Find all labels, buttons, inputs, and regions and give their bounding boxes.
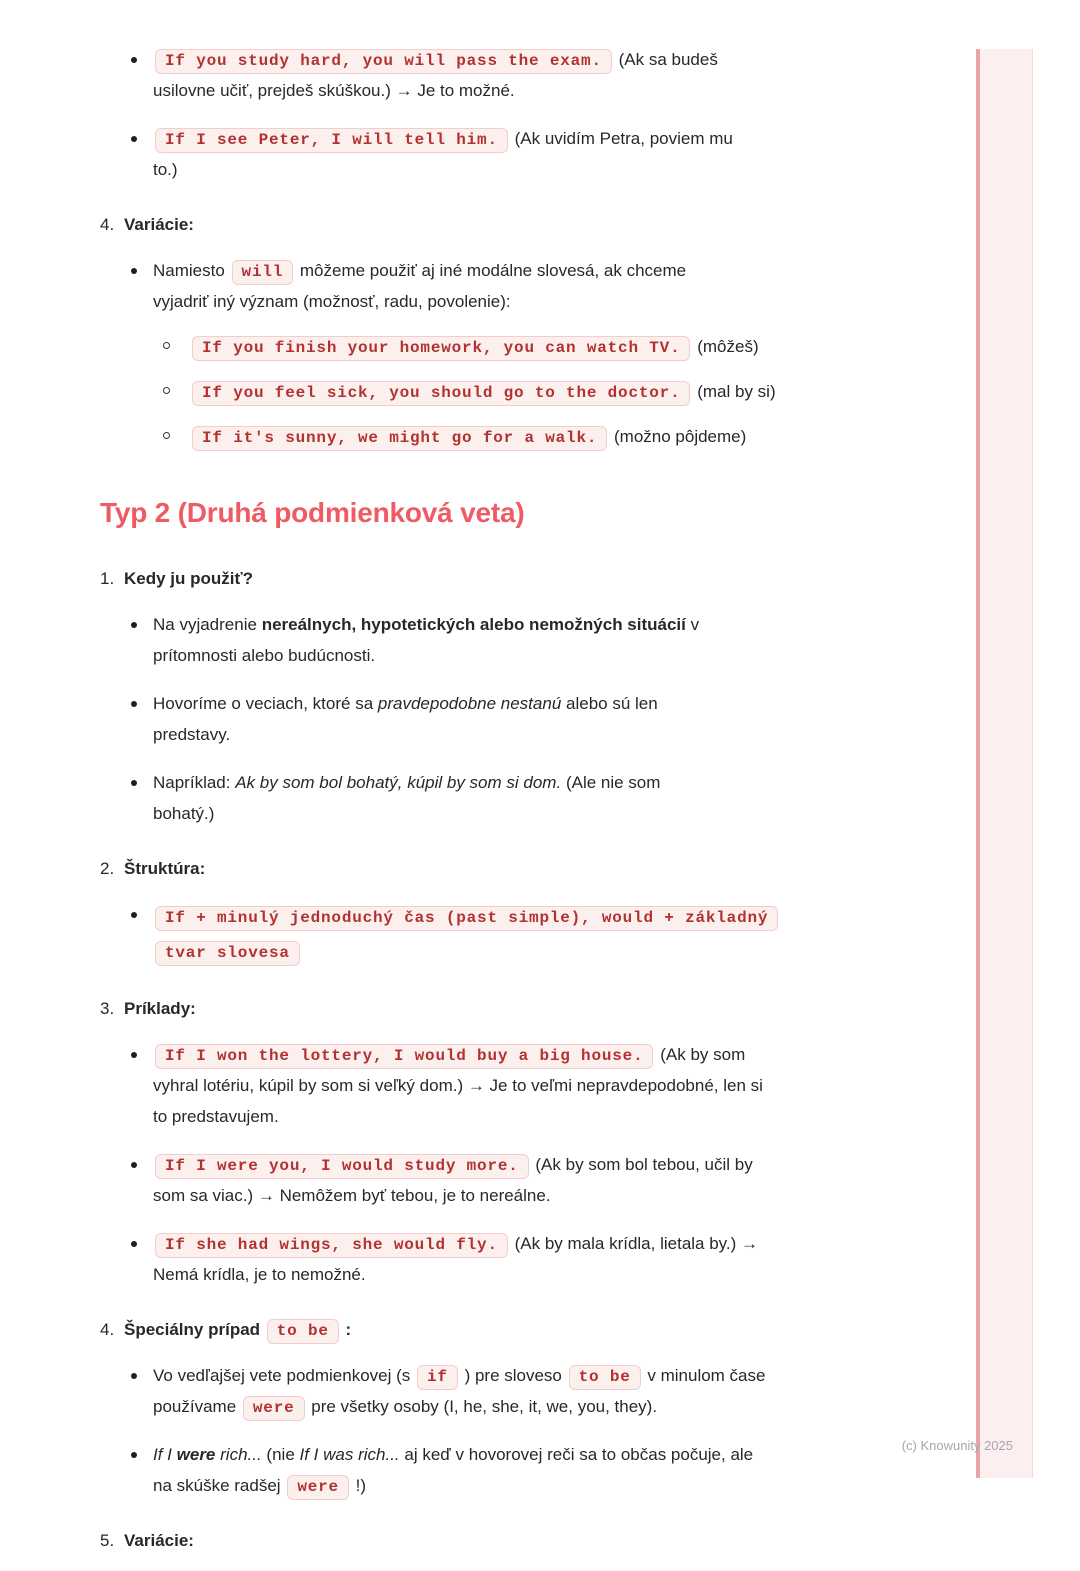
body-text: aj keď v hovorovej reči sa to občas počuje, ale na skúške radšej	[153, 1445, 754, 1495]
emphasis-text: rich...	[220, 1445, 262, 1464]
emphasis-text: were	[176, 1445, 216, 1464]
translation-text: (Ak sa budeš usilovne učiť, prejdeš skúškou.) → Je to možné.	[153, 50, 718, 100]
body-text: Na vyjadrenie	[153, 615, 257, 634]
keyword-chip: will	[232, 260, 294, 285]
bullet-icon	[131, 701, 137, 707]
list-item	[100, 331, 820, 362]
section-label: Kedy ju použiť?	[124, 569, 254, 588]
list-item	[100, 688, 820, 750]
circle-bullet-icon	[163, 342, 170, 349]
example-sentence-chip: If you feel sick, you should go to the doctor.	[192, 381, 690, 406]
list-item	[100, 899, 820, 969]
body-text: v minulom čase používame	[153, 1366, 766, 1416]
list-item	[100, 1360, 820, 1422]
section-label: Štruktúra:	[124, 859, 206, 878]
section-label: Variácie:	[124, 215, 194, 234]
section-label-colon: :	[345, 1320, 352, 1339]
list-item	[100, 123, 820, 185]
list-item	[100, 1149, 820, 1211]
bullet-icon	[131, 268, 137, 274]
list-item	[100, 1439, 820, 1501]
copyright: (c) Knowunity 2025	[901, 1438, 1013, 1453]
page-edge-decoration	[976, 49, 1033, 1478]
emphasis-text: pravdepodobne nestanú	[377, 694, 562, 713]
example-sentence-chip: If she had wings, she would fly.	[155, 1233, 508, 1258]
section-number: 3.	[100, 999, 115, 1018]
translation-text: (Ak by mala krídla, lietala by.) → Nemá krídla, je to nemožné.	[153, 1234, 759, 1284]
body-text: Hovoríme o veciach, ktoré sa	[153, 694, 374, 713]
bullet-icon	[131, 1452, 137, 1458]
section-number: 4.	[100, 215, 115, 234]
example-sentence-chip: If you finish your homework, you can watch TV.	[192, 336, 690, 361]
keyword-chip: were	[287, 1475, 349, 1500]
keyword-chip: to be	[267, 1319, 339, 1344]
section-header-variacie	[100, 209, 820, 240]
body-text: môžeme použiť aj iné modálne slovesá, ak chceme vyjadriť iný význam (možnosť, radu, povolenie):	[153, 261, 687, 311]
example-sentence-chip: If I see Peter, I will tell him.	[155, 128, 508, 153]
page-heading: Typ 2 (Druhá podmienková veta)	[100, 497, 525, 528]
body-text: Namiesto	[153, 261, 225, 280]
variacie-sub-list	[100, 331, 820, 452]
circle-bullet-icon	[163, 432, 170, 439]
bullet-icon	[131, 912, 137, 918]
emphasis-text: nereálnych, hypotetických alebo nemožných situácií	[261, 615, 686, 634]
circle-bullet-icon	[163, 387, 170, 394]
body-text: (Ale nie som bohatý.)	[153, 773, 661, 823]
body-text: !)	[355, 1476, 367, 1495]
emphasis-text: Ak by som bol bohatý, kúpil by som si dom.	[235, 773, 562, 792]
section-label: Variácie:	[124, 1531, 194, 1550]
translation-text: (mal by si)	[697, 382, 776, 401]
list-item	[100, 1228, 820, 1290]
bullet-icon	[131, 1052, 137, 1058]
bullet-icon	[131, 1241, 137, 1247]
section-header-variacie-5	[100, 1525, 820, 1556]
body-text: v prítomnosti alebo budúcnosti.	[153, 615, 700, 665]
section-label: Špeciálny prípad	[124, 1320, 261, 1339]
type1-examples-list	[100, 44, 820, 185]
keyword-chip: if	[417, 1365, 458, 1390]
translation-text: (môžeš)	[697, 337, 759, 356]
emphasis-text: If I	[153, 1445, 172, 1464]
translation-text: (Ak by som vyhral lotériu, kúpil by som si veľký dom.) → Je to veľmi nepravdepodobné, len si to predstavujem.	[153, 1045, 763, 1126]
list-item	[100, 421, 820, 452]
list-item	[100, 376, 820, 407]
list-item	[100, 255, 820, 317]
example-sentence-chip: If I were you, I would study more.	[155, 1154, 529, 1179]
section-header-struktura	[100, 853, 820, 884]
example-sentence-chip: If it's sunny, we might go for a walk.	[192, 426, 607, 451]
translation-text: (Ak by som bol tebou, učil by som sa viac.) → Nemôžem byť tebou, je to nereálne.	[153, 1155, 753, 1205]
section-number: 4.	[100, 1320, 115, 1339]
section-header-priklady	[100, 993, 820, 1024]
list-item	[100, 44, 820, 106]
list-item	[100, 1039, 820, 1132]
section-number: 2.	[100, 859, 115, 878]
section-header-kedy	[100, 563, 820, 594]
bullet-icon	[131, 136, 137, 142]
bullet-icon	[131, 780, 137, 786]
bullet-icon	[131, 57, 137, 63]
body-text: Napríklad:	[153, 773, 231, 792]
section-header-specialny	[100, 1314, 820, 1345]
translation-text: (možno pôjdeme)	[614, 427, 747, 446]
example-sentence-chip: If you study hard, you will pass the exam.	[155, 49, 612, 74]
body-text: Vo vedľajšej vete podmienkovej (s	[153, 1366, 411, 1385]
keyword-chip: were	[243, 1396, 305, 1421]
body-text: pre všetky osoby (I, he, she, it, we, you, they).	[311, 1397, 658, 1416]
bullet-icon	[131, 622, 137, 628]
bullet-icon	[131, 1162, 137, 1168]
translation-text: (Ak uvidím Petra, poviem mu to.)	[153, 129, 733, 179]
document-content	[100, 44, 820, 1571]
section-number: 5.	[100, 1531, 115, 1550]
list-item	[100, 609, 820, 671]
list-item	[100, 767, 820, 829]
example-sentence-chip: If I won the lottery, I would buy a big house.	[155, 1044, 653, 1069]
body-text: (nie	[266, 1445, 295, 1464]
emphasis-text: If I was rich...	[299, 1445, 400, 1464]
section-label: Príklady:	[124, 999, 196, 1018]
structure-formula-chip: If + minulý jednoduchý čas (past simple), would + základný tvar slovesa	[155, 906, 778, 966]
bullet-icon	[131, 1373, 137, 1379]
keyword-chip: to be	[569, 1365, 641, 1390]
body-text: ) pre sloveso	[464, 1366, 562, 1385]
section-number: 1.	[100, 569, 115, 588]
body-text: alebo sú len predstavy.	[153, 694, 658, 744]
